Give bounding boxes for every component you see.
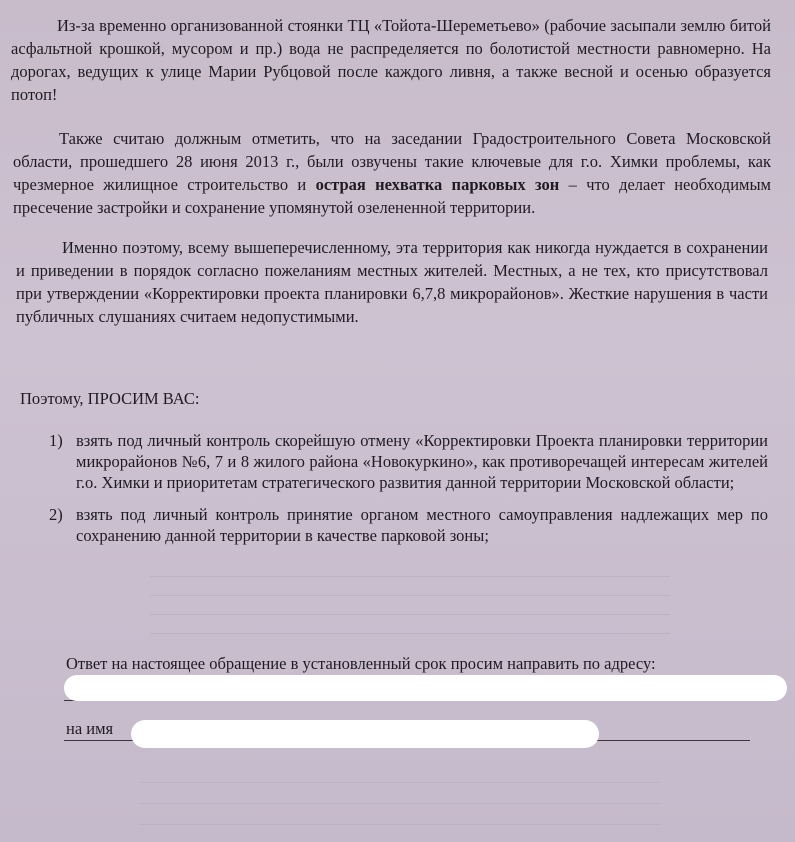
- paragraph-territory-preservation: Именно поэтому, всему вышеперечисленному, эта территория как никогда нуждается в сохранении и приведении в порядок согласно пожеланиям местных жителей. Местных, а не тех, кто присутствовал при утверждении «Корректировки проекта планировки 6,7,8 микрорайонов». Жесткие нарушения в части публичных слушаниях считаем недопустимыми.: [16, 238, 768, 326]
- request-heading: Поэтому, ПРОСИМ ВАС:: [20, 389, 200, 408]
- reply-address-label: Ответ на настоящее обращение в установленный срок просим направить по адресу:: [66, 654, 656, 673]
- paragraph-urban-council-text-2: – что делает необходимым пресечение застройки и сохранение упомянутой озелененной территории.: [13, 175, 771, 217]
- paragraph-urban-council-text-1: Также считаю должным отметить, что на заседании Градостроительного Совета Московской области, прошедшего 28 июня 2013 г., были озвучены такие ключевые для г.о. Химки проблемы, как чрезмерное жилищное строительство и: [13, 129, 771, 194]
- request-item-number: 1): [49, 431, 63, 450]
- address-redaction: [64, 675, 787, 701]
- background-bleed-through-bottom: [140, 770, 660, 830]
- paragraph-urban-council-emphasis: острая нехватка парковых зон: [315, 175, 560, 194]
- request-item-number: 2): [49, 505, 63, 524]
- paragraph-parking-flooding: Из-за временно организованной стоянки ТЦ «Тойота-Шереметьево» (рабочие засыпали землю битой асфальтной крошкой, мусором и пр.) вода не распределяется по болотистой местности равномерно. На дорогах, ведущих к улице Марии Рубцовой после каждого ливня, а также весной и осенью образуется потоп!: [11, 16, 771, 104]
- name-redaction: [131, 720, 599, 748]
- background-bleed-through: [150, 566, 670, 646]
- request-item-text: взять под личный контроль скорейшую отмену «Корректировки Проекта планировки территории микрорайонов №6, 7 и 8 жилого района «Новокуркино», как противоречащей интересам жителей г.о. Химки и приоритетам стратегического развития данной территории Московской области;: [76, 431, 768, 492]
- name-label: на имя: [66, 719, 114, 738]
- paragraph-urban-council: [13, 127, 771, 219]
- request-item-2: [49, 504, 769, 554]
- request-item-text: взять под личный контроль принятие органом местного самоуправления надлежащих мер по сохранению данной территории в качестве парковой зоны;: [76, 505, 768, 545]
